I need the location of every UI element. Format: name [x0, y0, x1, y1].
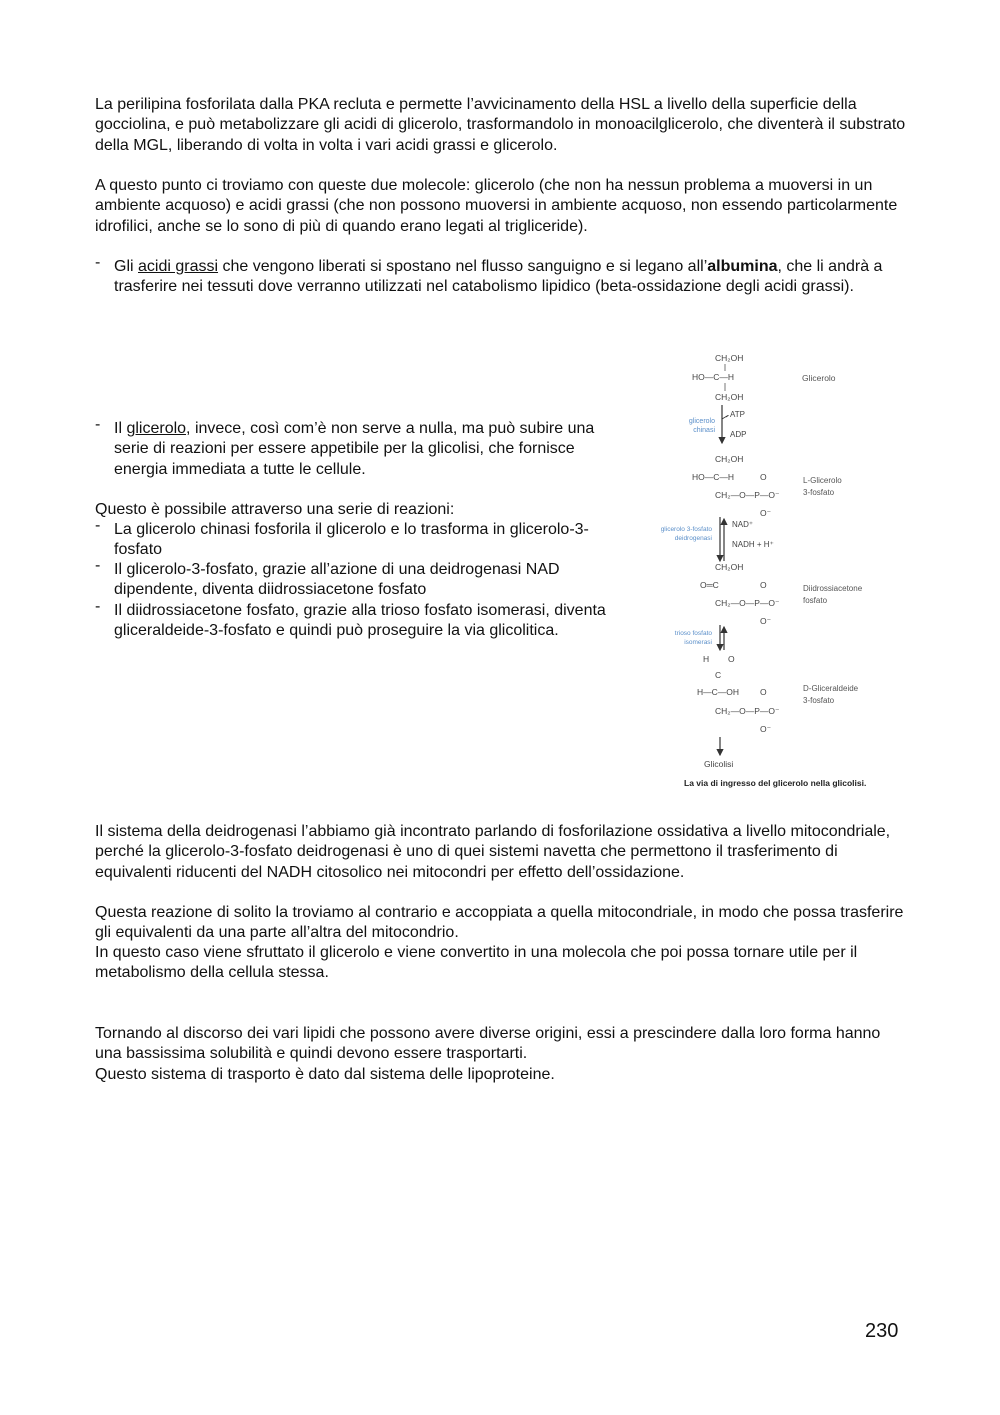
svg-text:O: O [728, 654, 735, 664]
atp-label: ATP [730, 410, 745, 419]
svg-text:CH₂—O—P—O⁻: CH₂—O—P—O⁻ [715, 490, 780, 500]
svg-text:HO—C—H: HO—C—H [692, 472, 735, 482]
paragraph-molecules: A questo punto ci troviamo con queste due molecole: glicerolo (che non ha nessun problema a muoversi in un ambiente acquoso) e acidi grassi (che non possono muoversi in ambiente acquoso, non essendo particolarmente idrofilici, anche se lo sono di più di quando erano legati al trigliceride). [95, 177, 898, 235]
page-number: 230 [865, 1320, 899, 1342]
glycerol-pathway-figure [640, 345, 910, 795]
label-glycerol-3-phosphate: L-Glicerolo [803, 476, 842, 485]
paragraph-reactions-intro: Questo è possibile attraverso una serie di reazioni: [95, 501, 455, 518]
dhap-structure [700, 562, 780, 626]
nad-label: NAD⁺ [732, 520, 754, 529]
label-glycolysis: Glicolisi [704, 759, 734, 769]
svg-text:HO—C—H: HO—C—H [692, 372, 735, 382]
paragraph-dehydrogenase-system: Il sistema della deidrogenasi l’abbiamo già incontrato parlando di fosforilazione ossidativa a livello mitocondriale, perché la glicerolo-3-fosfato deidrogenasi è uno di quei sistemi navetta che permettono il trasferimento di equivalenti riducenti del NADH citosolico nei mitocondri per effetto dell’ossidazione. [95, 823, 891, 881]
svg-text:O: O [760, 687, 767, 697]
term-albumin: albumina [707, 258, 778, 275]
bullet-dash: - [95, 598, 101, 615]
svg-text:O: O [760, 580, 767, 590]
svg-text:CH₂OH: CH₂OH [715, 392, 744, 402]
svg-text:CH₂OH: CH₂OH [715, 454, 744, 464]
svg-text:3-fosfato: 3-fosfato [803, 696, 835, 705]
label-glycerol: Glicerolo [802, 373, 836, 383]
svg-text:O⁻: O⁻ [760, 724, 772, 734]
svg-text:CH₂OH: CH₂OH [715, 353, 744, 363]
enzyme-glycerol-kinase: glicerolo [688, 418, 715, 425]
paragraph-lipid-transport: Tornando al discorso dei vari lipidi che possono avere diverse origini, essi a prescindere dalla loro forma hanno una bassissima solubilità e quindi devono essere trasportarti. [95, 1025, 881, 1063]
svg-text:fosfato: fosfato [803, 596, 828, 605]
term-glycerol: glicerolo [126, 420, 187, 437]
svg-text:C: C [715, 670, 722, 680]
paragraph-glycerol-use: In questo caso viene sfruttato il glicerolo e viene convertito in una molecola che poi possa tornare utile per il metabolismo della cellula stessa. [95, 944, 858, 982]
adp-label: ADP [730, 430, 747, 439]
svg-text:O⁻: O⁻ [760, 616, 772, 626]
paragraph-perilipina: La perilipina fosforilata dalla PKA recluta e permette l’avvicinamento della HSL a livello della superficie della gocciolina, e può metabolizzare gli acidi di glicerolo, trasformandolo in monoacilglicerolo, che diventerà il substrato della MGL, liberando di volta in volta i vari acidi grassi e glicerolo. [95, 96, 906, 154]
gap-structure [697, 654, 780, 734]
nadh-label: NADH + H⁺ [732, 540, 774, 549]
figure-caption: La via di ingresso del glicerolo nella glicolisi. [684, 778, 867, 788]
svg-text:chinasi: chinasi [693, 427, 715, 434]
svg-text:H—C—OH: H—C—OH [697, 687, 740, 697]
term-fatty-acids: acidi grassi [138, 258, 219, 275]
svg-text:deidrogenasi: deidrogenasi [674, 535, 712, 542]
paragraph-lipoproteins: Questo sistema di trasporto è dato dal sistema delle lipoproteine. [95, 1066, 555, 1083]
label-dhap: Diidrossiacetone [803, 584, 863, 593]
bullet-dash: - [95, 557, 101, 574]
svg-text:CH₂—O—P—O⁻: CH₂—O—P—O⁻ [715, 706, 780, 716]
bullet-dash: - [95, 517, 101, 534]
svg-text:O⁻: O⁻ [760, 508, 772, 518]
bullet-dash: - [95, 416, 101, 433]
svg-text:O═C: O═C [700, 580, 719, 590]
svg-text:isomerasi: isomerasi [684, 639, 712, 646]
enzyme-triose-phosphate-isomerase: trioso fosfato [674, 630, 712, 637]
svg-text:H: H [703, 654, 710, 664]
paragraph-reverse-reaction: Questa reazione di solito la troviamo al contrario e accoppiata a quella mitocondriale, in modo che possa trasferire gli equivalenti da una parte all’altra del mitocondrio. [95, 904, 904, 942]
svg-text:O: O [760, 472, 767, 482]
svg-text:3-fosfato: 3-fosfato [803, 488, 835, 497]
svg-text:CH₂OH: CH₂OH [715, 562, 744, 572]
glycerol-3-phosphate-structure [692, 454, 780, 518]
svg-text:CH₂—O—P—O⁻: CH₂—O—P—O⁻ [715, 598, 780, 608]
bullet-dash: - [95, 254, 101, 271]
label-gap: D-Gliceraldeide [803, 684, 859, 693]
enzyme-g3p-dehydrogenase: glicerolo 3-fosfato [660, 526, 712, 533]
bullet-text: Il glicerolo, invece, così com’è non serve a nulla, ma può subire una serie di reazioni per essere appetibile per la glicolisi, che fornisce energia immediata a tutte le cellule. [114, 420, 595, 478]
glycerol-structure [692, 353, 743, 402]
bullet-text: Gli acidi grassi che vengono liberati si spostano nel flusso sanguigno e si legano all’albumina, che li andrà a trasferire nei tessuti dove verranno utilizzati nel catabolismo lipidico (beta-ossidazione degli acidi grassi). [114, 258, 883, 296]
